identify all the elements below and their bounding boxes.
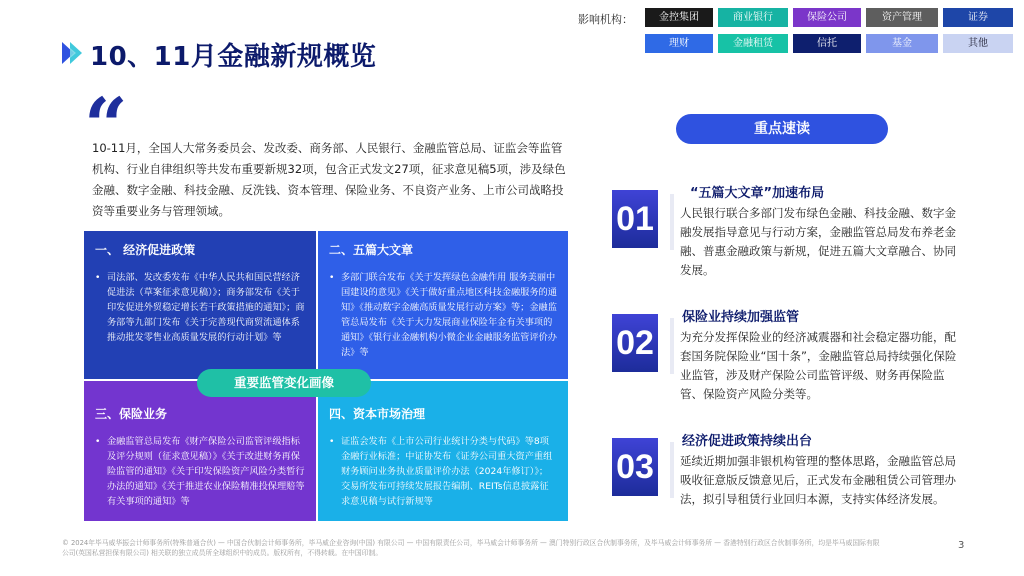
legend-tag-trust: 信托 xyxy=(793,34,861,53)
bullet-icon: • xyxy=(95,272,101,283)
quad-heading: 一、 经济促进政策 xyxy=(95,243,196,257)
quad-heading: 三、保险业务 xyxy=(95,407,168,421)
quad-five-articles xyxy=(318,231,568,379)
legend-tag-asset-mgmt: 资产管理 xyxy=(866,8,938,27)
quote-icon: “ xyxy=(84,81,128,170)
page-title: 10、11月金融新规概览 xyxy=(90,42,377,72)
number-badge: 01 xyxy=(612,190,658,248)
bullet-icon: • xyxy=(95,436,101,447)
item-title: 保险业持续加强监管 xyxy=(682,310,800,325)
quad-text: 司法部、发改委发布《中华人民共和国民营经济促进法（草案征求意见稿）》；商务部发布《关于印发促进外贸稳定增长若干政策措施的通知》；商务部等九部门发布《关于完善现代商贸流通体系推动批发零售业高质量发展的行动计划》等 xyxy=(107,272,305,343)
legend-tag-fund: 基金 xyxy=(866,34,938,53)
legend-label: 影响机构： xyxy=(578,13,633,26)
item-text: 为充分发挥保险业的经济减震器和社会稳定器功能，配套国务院保险业“国十条”，金融监管总局持续强化保险业监管，涉及财产保险公司监管评级、财务再保险监管、保险资产风险分类等。 xyxy=(680,330,957,401)
legend-tag-jinkong: 金控集团 xyxy=(645,8,713,27)
quad-economy-policy xyxy=(84,231,316,379)
legend-tag-wealth: 理财 xyxy=(645,34,713,53)
legend-tag-leasing: 金融租赁 xyxy=(718,34,788,53)
legend-tag-bank: 商业银行 xyxy=(718,8,788,27)
quad-insurance xyxy=(84,381,316,521)
center-label-pill: 重要监管变化画像 xyxy=(197,369,371,397)
quad-text: 证监会发布《上市公司行业统计分类与代码》等8项金融行业标准；中证协发布《证券公司重大资产重组财务顾问业务执业质量评价办法（2024年修订）》；交易所发布可持续发展报告编制、REITs信息披露征求意见稿与试行新规等 xyxy=(341,436,553,507)
footer-disclaimer: © 2024年毕马威华振会计师事务所(特殊普通合伙) — 中国合伙制会计师事务所，毕马威企业咨询(中国) 有限公司 — 中国有限责任公司，毕马威会计师事务所 — 澳门特别行政区合伙制事务所，及毕马威会计师事务所 — 香港特别行政区合伙制事务所，均是毕马威国际有限公司(英国私营担保有限公司) 相关联的独立成员所全球组织中的成员。版权所有，不得转载。在中国印制。 xyxy=(62,539,880,557)
item-text: 人民银行联合多部门发布绿色金融、科技金融、数字金融发展指导意见与行动方案，金融监管总局发布养老金融、普惠金融政策与新规，促进五篇大文章融合、协同发展。 xyxy=(680,206,956,277)
quad-text: 多部门联合发布《关于发挥绿色金融作用 服务美丽中国建设的意见》《关于做好重点地区科技金融服务的通知》《推动数字金融高质量发展行动方案》等；金融监管总局发布《关于大力发展商业保险年金有关事项的通知》《银行业金融机构小微企业金融服务监管评价办法》等 xyxy=(341,272,557,358)
legend-tag-securities: 证券 xyxy=(943,8,1013,27)
item-title: “五篇大文章”加速布局 xyxy=(690,186,825,201)
play-arrow-icon xyxy=(60,40,86,66)
focus-label-pill: 重点速读 xyxy=(676,114,888,144)
page-number: 3 xyxy=(958,540,965,551)
quad-heading: 四、资本市场治理 xyxy=(329,407,426,421)
divider xyxy=(670,318,674,374)
item-title: 经济促进政策持续出台 xyxy=(682,434,813,449)
divider xyxy=(670,194,674,250)
quad-heading: 二、五篇大文章 xyxy=(329,243,414,257)
number-badge: 03 xyxy=(612,438,658,496)
bullet-icon: • xyxy=(329,272,335,283)
number-badge: 02 xyxy=(612,314,658,372)
quad-capital-market xyxy=(318,381,568,521)
legend-tag-other: 其他 xyxy=(943,34,1013,53)
intro-paragraph: 10-11月，全国人大常务委员会、发改委、商务部、人民银行、金融监管总局、证监会等监管机构、行业自律组织等共发布重要新规32项，包含正式发文27项，征求意见稿5项，涉及绿色金融、数字金融、科技金融、反洗钱、资本管理、保险业务、不良资产业务、上市公司战略投资等重要业务与管理领域。 xyxy=(92,141,566,218)
divider xyxy=(670,442,674,498)
quad-text: 金融监管总局发布《财产保险公司监管评级指标及评分规则（征求意见稿）》《关于改进财务再保险监管的通知》《关于印发保险资产风险分类暂行办法的通知》《关于推进农业保险精准投保理赔等有关事项的通知》等 xyxy=(107,436,305,507)
legend-tag-insurance: 保险公司 xyxy=(793,8,861,27)
bullet-icon: • xyxy=(329,436,335,447)
item-text: 延续近期加强非银机构管理的整体思路，金融监管总局吸收征意版反馈意见后，正式发布金融租赁公司管理办法，拟引导租赁行业回归本源，支持实体经济发展。 xyxy=(680,454,956,506)
